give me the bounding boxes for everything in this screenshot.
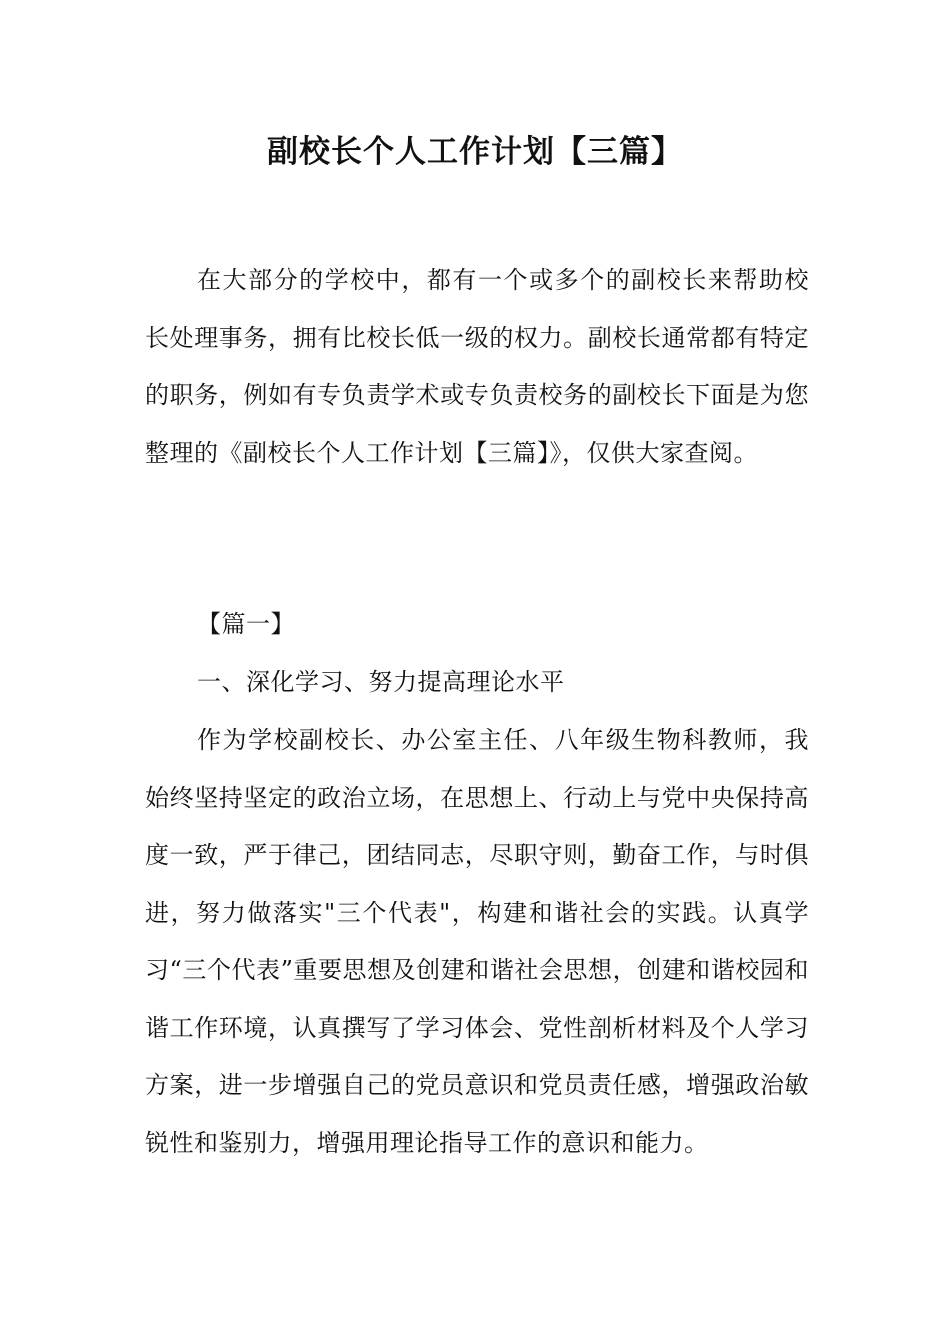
intro-paragraph: 在大部分的学校中，都有一个或多个的副校长来帮助校长处理事务，拥有比校长低一级的权力。副校长通常都有特定的职务，例如有专负责学术或专负责校务的副校长下面是为您整理的《副校长个人工作计划【三篇】》，仅供大家查阅。 (145, 266, 809, 467)
body-paragraph: 作为学校副校长、办公室主任、八年级生物科教师，我始终坚持坚定的政治立场，在思想上、行动上与党中央保持高度一致，严于律己，团结同志，尽职守则，勤奋工作，与时俱进，努力做落实"三个代表"，构建和谐社会的实践。认真学习“三个代表”重要思想及创建和谐社会思想，创建和谐校园和谐工作环境，认真撰写了学习体会、党性剖析材料及个人学习方案，进一步增强自己的党员意识和党员责任感，增强政治敏锐性和鉴别力，增强用理论指导工作的意识和能力。 (145, 726, 809, 1157)
document-title: 副校长个人工作计划【三篇】 (267, 134, 683, 170)
section-label: 【篇一】 (197, 610, 295, 638)
section-heading: 一、深化学习、努力提高理论水平 (197, 668, 565, 696)
